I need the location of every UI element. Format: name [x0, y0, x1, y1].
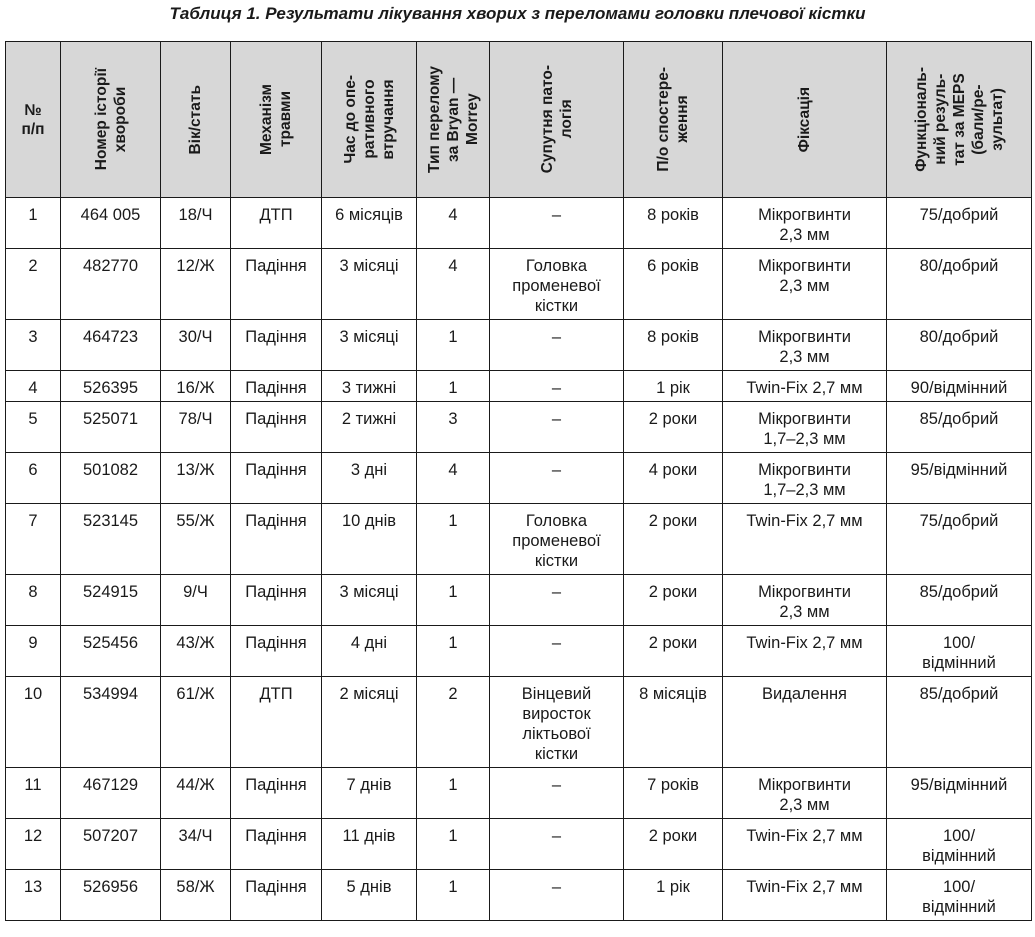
cell-time: 3 місяці [322, 575, 417, 626]
cell-followup: 2 роки [624, 626, 723, 677]
cell-result: 90/відмінний [887, 371, 1032, 402]
cell-mechanism: Падіння [231, 371, 322, 402]
cell-time: 10 днів [322, 504, 417, 575]
cell-age: 30/Ч [161, 320, 231, 371]
cell-time: 7 днів [322, 768, 417, 819]
cell-history: 467129 [61, 768, 161, 819]
cell-history: 526956 [61, 870, 161, 921]
cell-age: 13/Ж [161, 453, 231, 504]
table-row [6, 320, 1032, 371]
cell-num: 7 [6, 504, 61, 575]
cell-age: 43/Ж [161, 626, 231, 677]
table-body [6, 198, 1032, 921]
cell-type: 2 [417, 677, 490, 768]
cell-age: 55/Ж [161, 504, 231, 575]
cell-time: 3 тижні [322, 371, 417, 402]
cell-mechanism: Падіння [231, 575, 322, 626]
cell-num: 9 [6, 626, 61, 677]
cell-age: 18/Ч [161, 198, 231, 249]
header-time: Час до опе- ративного втручання [322, 42, 417, 198]
cell-num: 2 [6, 249, 61, 320]
cell-type: 1 [417, 504, 490, 575]
cell-time: 2 місяці [322, 677, 417, 768]
cell-type: 1 [417, 371, 490, 402]
cell-followup: 8 місяців [624, 677, 723, 768]
cell-fixation: Мікрогвинти 2,3 мм [723, 249, 887, 320]
cell-result: 80/добрий [887, 320, 1032, 371]
cell-pathology: – [490, 402, 624, 453]
cell-fixation: Мікрогвинти 1,7–2,3 мм [723, 402, 887, 453]
cell-pathology: Головка променевої кістки [490, 504, 624, 575]
header-history: Номер історії хвороби [61, 42, 161, 198]
cell-result: 75/добрий [887, 504, 1032, 575]
table-row [6, 453, 1032, 504]
cell-followup: 2 роки [624, 819, 723, 870]
header-age: Вік/стать [161, 42, 231, 198]
cell-mechanism: Падіння [231, 402, 322, 453]
table-row [6, 819, 1032, 870]
cell-num: 3 [6, 320, 61, 371]
cell-type: 1 [417, 870, 490, 921]
cell-history: 501082 [61, 453, 161, 504]
cell-followup: 7 років [624, 768, 723, 819]
cell-followup: 2 роки [624, 575, 723, 626]
cell-result: 100/ відмінний [887, 870, 1032, 921]
cell-fixation: Мікрогвинти 2,3 мм [723, 575, 887, 626]
cell-fixation: Мікрогвинти 1,7–2,3 мм [723, 453, 887, 504]
cell-followup: 1 рік [624, 870, 723, 921]
cell-age: 61/Ж [161, 677, 231, 768]
cell-num: 1 [6, 198, 61, 249]
cell-result: 100/ відмінний [887, 819, 1032, 870]
cell-pathology: Вінцевий виросток ліктьової кістки [490, 677, 624, 768]
cell-result: 95/відмінний [887, 768, 1032, 819]
cell-pathology: – [490, 320, 624, 371]
cell-fixation: Twin-Fix 2,7 мм [723, 504, 887, 575]
cell-mechanism: Падіння [231, 249, 322, 320]
cell-pathology: – [490, 198, 624, 249]
cell-age: 34/Ч [161, 819, 231, 870]
cell-history: 464723 [61, 320, 161, 371]
header-followup: П/о спостере- ження [624, 42, 723, 198]
table-row [6, 504, 1032, 575]
cell-result: 85/добрий [887, 677, 1032, 768]
cell-mechanism: Падіння [231, 504, 322, 575]
header-num: № п/п [6, 42, 61, 198]
cell-num: 10 [6, 677, 61, 768]
header-type: Тип перелому за Bryan — Morrey [417, 42, 490, 198]
cell-history: 525071 [61, 402, 161, 453]
cell-result: 80/добрий [887, 249, 1032, 320]
cell-pathology: – [490, 575, 624, 626]
cell-fixation: Twin-Fix 2,7 мм [723, 870, 887, 921]
cell-num: 12 [6, 819, 61, 870]
cell-time: 3 дні [322, 453, 417, 504]
cell-followup: 8 років [624, 198, 723, 249]
table-row [6, 371, 1032, 402]
cell-time: 3 місяці [322, 320, 417, 371]
cell-pathology: – [490, 819, 624, 870]
cell-followup: 8 років [624, 320, 723, 371]
cell-result: 85/добрий [887, 402, 1032, 453]
cell-followup: 1 рік [624, 371, 723, 402]
cell-pathology: – [490, 626, 624, 677]
cell-result: 95/відмінний [887, 453, 1032, 504]
cell-mechanism: Падіння [231, 320, 322, 371]
cell-type: 3 [417, 402, 490, 453]
cell-result: 85/добрий [887, 575, 1032, 626]
header-mechanism: Механізм травми [231, 42, 322, 198]
results-table [5, 41, 1032, 921]
table-row [6, 677, 1032, 768]
cell-num: 11 [6, 768, 61, 819]
cell-history: 525456 [61, 626, 161, 677]
cell-history: 526395 [61, 371, 161, 402]
cell-result: 75/добрий [887, 198, 1032, 249]
cell-fixation: Twin-Fix 2,7 мм [723, 626, 887, 677]
cell-time: 11 днів [322, 819, 417, 870]
cell-age: 58/Ж [161, 870, 231, 921]
header-fixation: Фіксація [723, 42, 887, 198]
table-row [6, 575, 1032, 626]
cell-age: 9/Ч [161, 575, 231, 626]
cell-type: 1 [417, 320, 490, 371]
cell-pathology: – [490, 768, 624, 819]
cell-num: 4 [6, 371, 61, 402]
cell-fixation: Мікрогвинти 2,3 мм [723, 198, 887, 249]
table-title: Таблиця 1. Результати лікування хворих з переломами головки плечової кістки [169, 4, 866, 23]
cell-type: 1 [417, 768, 490, 819]
table-row [6, 768, 1032, 819]
cell-mechanism: ДТП [231, 198, 322, 249]
cell-followup: 6 років [624, 249, 723, 320]
cell-type: 1 [417, 819, 490, 870]
cell-mechanism: Падіння [231, 819, 322, 870]
cell-history: 524915 [61, 575, 161, 626]
cell-pathology: Головка променевої кістки [490, 249, 624, 320]
cell-pathology: – [490, 870, 624, 921]
cell-type: 4 [417, 198, 490, 249]
cell-mechanism: Падіння [231, 453, 322, 504]
cell-history: 523145 [61, 504, 161, 575]
header-row [6, 42, 1032, 198]
cell-history: 507207 [61, 819, 161, 870]
cell-fixation: Twin-Fix 2,7 мм [723, 371, 887, 402]
cell-time: 4 дні [322, 626, 417, 677]
table-row [6, 870, 1032, 921]
cell-type: 4 [417, 453, 490, 504]
cell-mechanism: Падіння [231, 626, 322, 677]
cell-pathology: – [490, 371, 624, 402]
cell-num: 6 [6, 453, 61, 504]
cell-history: 482770 [61, 249, 161, 320]
table-row [6, 626, 1032, 677]
cell-type: 1 [417, 626, 490, 677]
cell-followup: 2 роки [624, 504, 723, 575]
cell-fixation: Видалення [723, 677, 887, 768]
cell-num: 13 [6, 870, 61, 921]
cell-num: 8 [6, 575, 61, 626]
cell-time: 2 тижні [322, 402, 417, 453]
cell-mechanism: Падіння [231, 768, 322, 819]
cell-age: 12/Ж [161, 249, 231, 320]
cell-fixation: Мікрогвинти 2,3 мм [723, 768, 887, 819]
cell-age: 44/Ж [161, 768, 231, 819]
table-row [6, 402, 1032, 453]
cell-time: 6 місяців [322, 198, 417, 249]
cell-num: 5 [6, 402, 61, 453]
cell-history: 464 005 [61, 198, 161, 249]
cell-followup: 4 роки [624, 453, 723, 504]
cell-age: 78/Ч [161, 402, 231, 453]
table-row [6, 249, 1032, 320]
cell-age: 16/Ж [161, 371, 231, 402]
cell-history: 534994 [61, 677, 161, 768]
cell-mechanism: ДТП [231, 677, 322, 768]
header-result: Функціональ- ний резуль- тат за MEPS (бали/ре- зультат) [887, 42, 1032, 198]
cell-time: 3 місяці [322, 249, 417, 320]
cell-result: 100/ відмінний [887, 626, 1032, 677]
cell-followup: 2 роки [624, 402, 723, 453]
cell-mechanism: Падіння [231, 870, 322, 921]
cell-fixation: Twin-Fix 2,7 мм [723, 819, 887, 870]
cell-type: 1 [417, 575, 490, 626]
cell-pathology: – [490, 453, 624, 504]
cell-time: 5 днів [322, 870, 417, 921]
cell-type: 4 [417, 249, 490, 320]
table-row [6, 198, 1032, 249]
cell-fixation: Мікрогвинти 2,3 мм [723, 320, 887, 371]
header-pathology: Супутня пато- логія [490, 42, 624, 198]
